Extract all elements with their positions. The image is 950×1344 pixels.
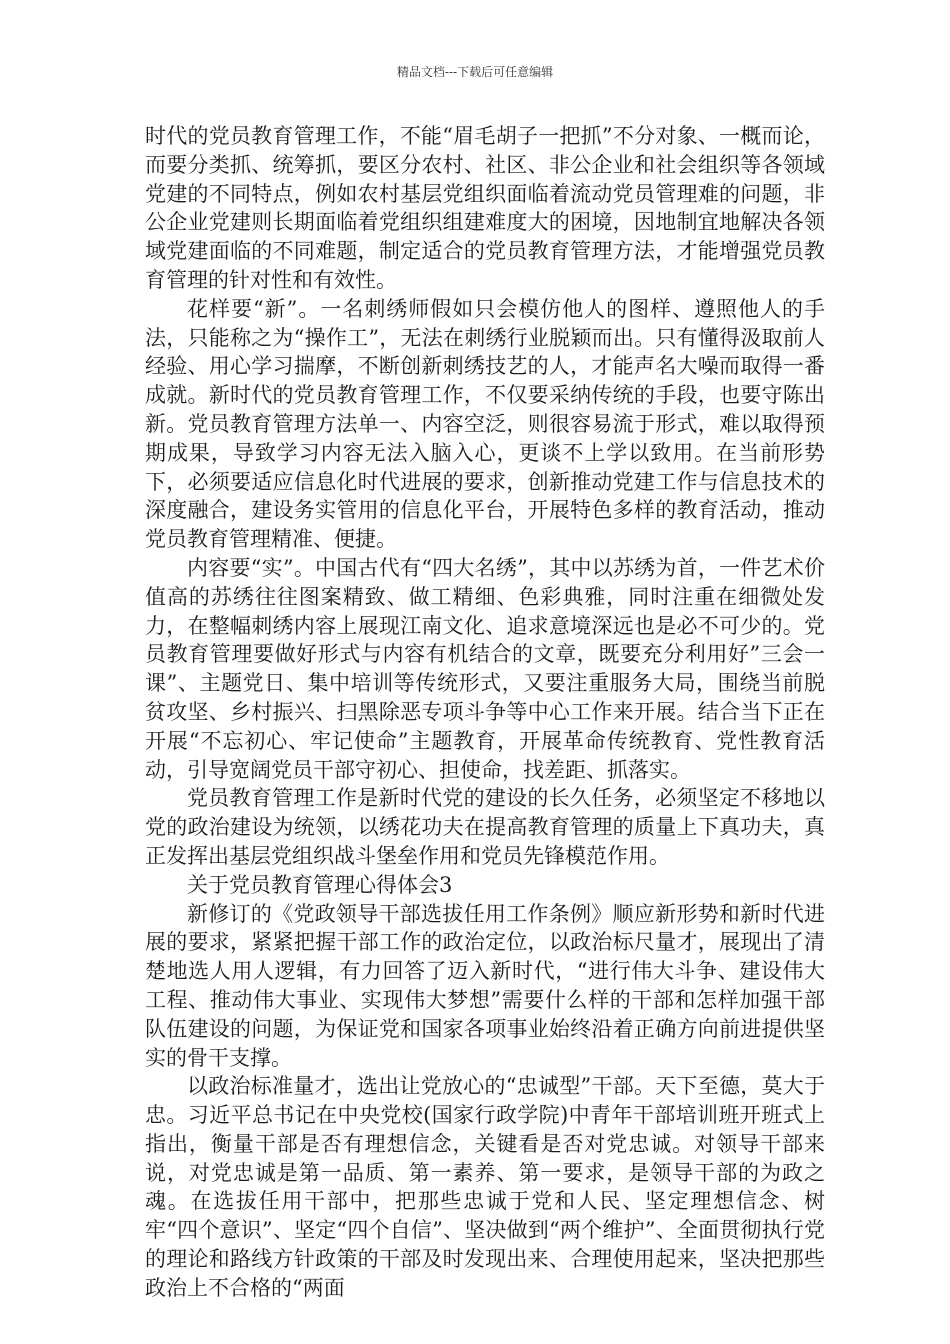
paragraph-content-real: 内容要“实”。中国古代有“四大名绣”，其中以苏绣为首，一件艺术价值高的苏绣往往图案精致、做工精细、色彩典雅，同时注重在细微处发力，在整幅刺绣内容上展现江南文化、追求意境深远也是必不可少的。党员教育管理要做好形式与内容有机结合的文章，既要充分利用好”三会一课”、主题党日、集中培训等传统形式，又要注重服务大局，围绕当前脱贫攻坚、乡村振兴、扫黑除恶专项斗争等中心工作来开展。结合当下正在开展“不忘初心、牢记使命”主题教育，开展革命传统教育、党性教育活动，引导宽阔党员干部守初心、担使命，找差距、抓落实。 bbox=[145, 555, 825, 782]
document-body bbox=[145, 122, 825, 1303]
section-heading: 关于党员教育管理心得体会3 bbox=[187, 872, 453, 897]
paragraph-conclusion: 党员教育管理工作是新时代党的建设的长久任务，必须坚定不移地以党的政治建设为统领，以绣花功夫在提高教育管理的质量上下真功夫，真正发挥出基层党组织战斗堡垒作用和党员先锋模范作用。 bbox=[145, 786, 825, 868]
page-header: 精品文档---下载后可任意编辑 bbox=[396, 65, 554, 79]
paragraph-continuation: 时代的党员教育管理工作，不能“眉毛胡子一把抓”不分对象、一概而论，而要分类抓、统筹抓，要区分农村、社区、非公企业和社会组织等各领域党建的不同特点，例如农村基层党组织面临着流动党员管理难的问题，非公企业党建则长期面临着党组织组建难度大的困境，因地制宜地解决各领域党建面临的不同难题，制定适合的党员教育管理方法，才能增强党员教育管理的针对性和有效性。 bbox=[145, 124, 825, 292]
paragraph-pattern-new: 花样要“新”。一名刺绣师假如只会模仿他人的图样、遵照他人的手法，只能称之为“操作工”，无法在刺绣行业脱颖而出。只有懂得汲取前人经验、用心学习揣摩，不断创新刺绣技艺的人，才能声名大噪而取得一番成就。新时代的党员教育管理工作，不仅要采纳传统的手段，也要守陈出新。党员教育管理方法单一、内容空泛，则很容易流于形式，难以取得预期成果，导致学习内容无法入脑入心，更谈不上学以致用。在当前形势下，必须要适应信息化时代进展的要求，创新推动党建工作与信息技术的深度融合，建设务实管用的信息化平台，开展特色多样的教育活动，推动党员教育管理精准、便捷。 bbox=[145, 296, 825, 552]
paragraph-regulation: 新修订的《党政领导干部选拔任用工作条例》顺应新形势和新时代进展的要求，紧紧把握干部工作的政治定位，以政治标尺量才，展现出了清楚地选人用人逻辑，有力回答了迈入新时代，“进行伟大斗争、建设伟大工程、推动伟大事业、实现伟大梦想”需要什么样的干部和怎样加强干部队伍建设的问题，为保证党和国家各项事业始终沿着正确方向前进提供坚实的骨干支撑。 bbox=[145, 901, 825, 1070]
paragraph-loyal-cadre: 以政治标准量才，选出让党放心的“忠诚型”干部。天下至德，莫大于忠。习近平总书记在中央党校(国家行政学院)中青年干部培训班开班式上指出，衡量干部是否有理想信念，关键看是否对党忠诚。对领导干部来说，对党忠诚是第一品质、第一素养、第一要求，是领导干部的为政之魂。在选拔任用干部中，把那些忠诚于党和人民、坚定理想信念、树牢“四个意识”、坚定“四个自信”、坚决做到“两个维护”、全面贯彻执行党的理论和路线方针政策的干部及时发现出来、合理使用起来，坚决把那些政治上不合格的“两面 bbox=[145, 1074, 825, 1300]
